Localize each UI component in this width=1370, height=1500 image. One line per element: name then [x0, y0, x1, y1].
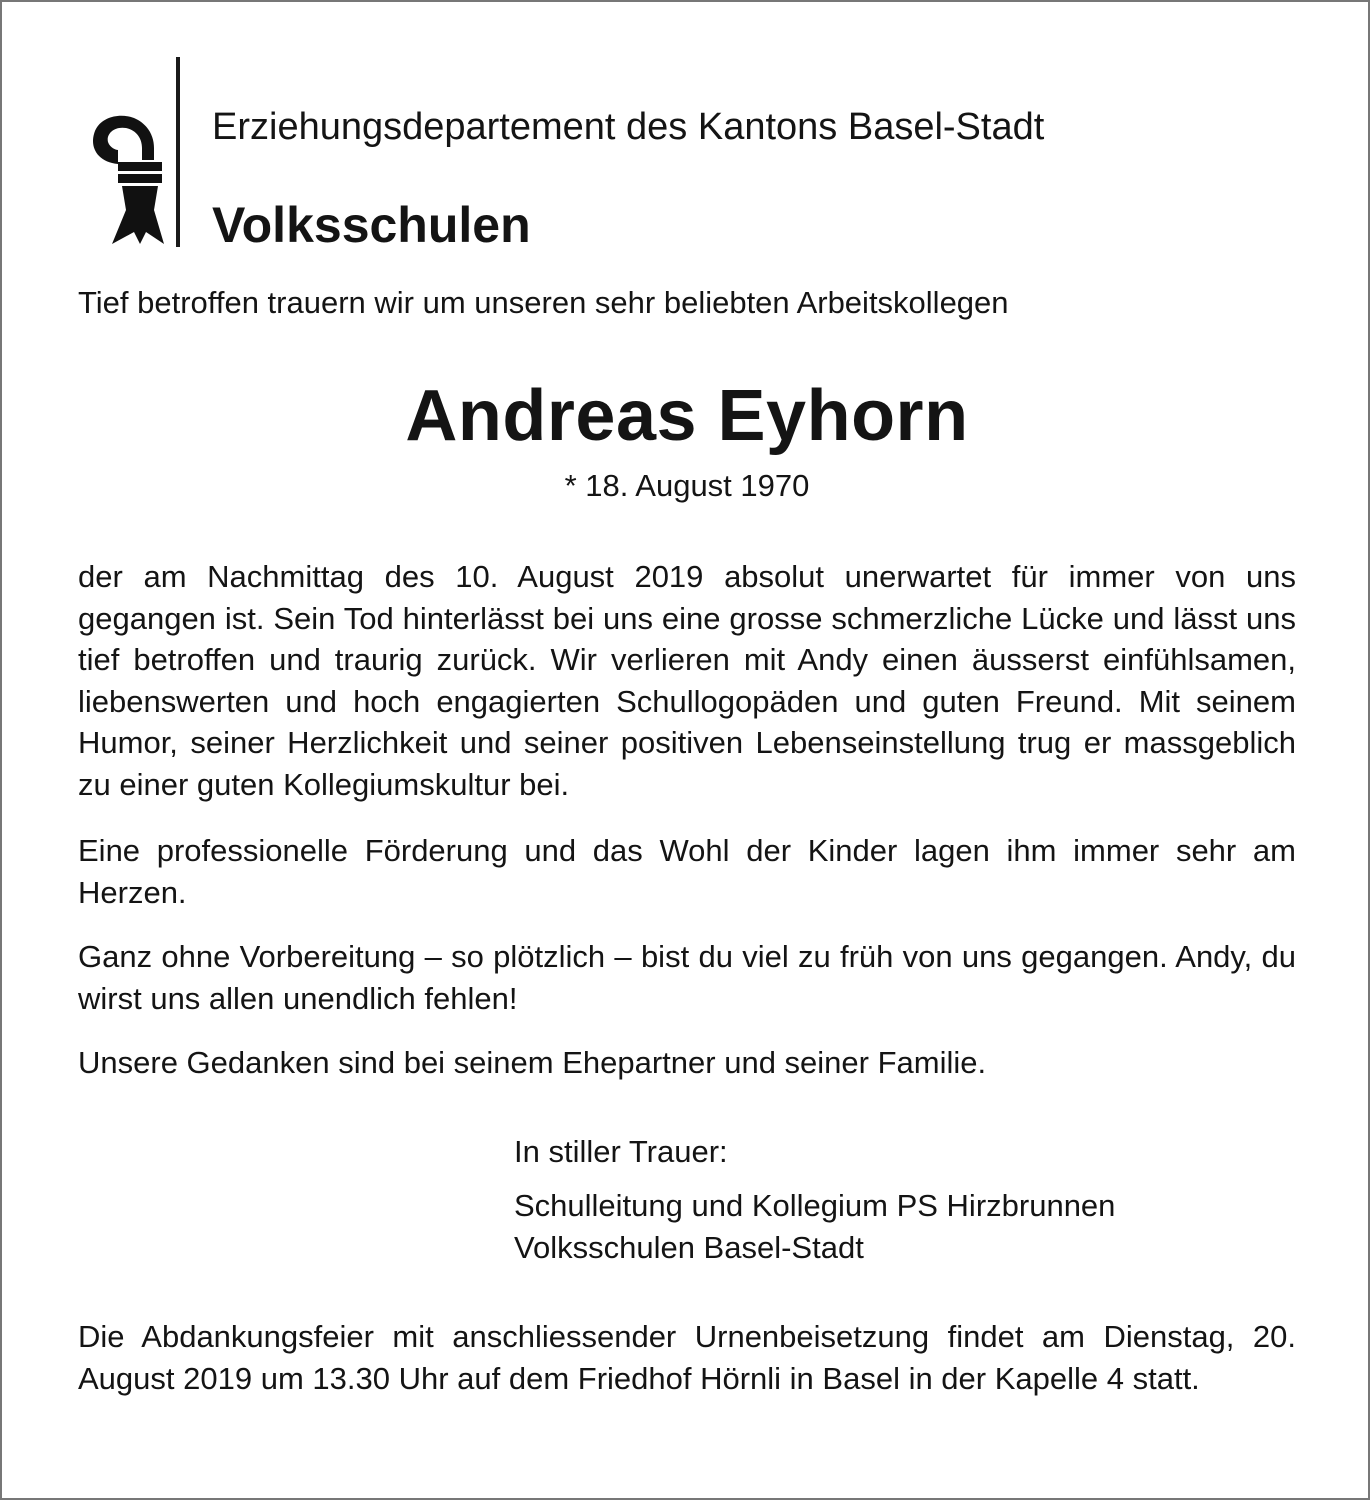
paragraph-main: der am Nachmittag des 10. August 2019 absolut unerwartet für immer von uns gegangen ist. Sein Tod hinterlässt bei uns eine grosse schmerzliche Lücke und lässt uns tief betroffen und traurig zurück. Wir verlieren mit Andy einen äusserst einfühlsamen, liebenswerten und hoch engagierten Schullogopäden und guten Freund. Mit seinem Humor, seiner Herzlichkeit und seiner positiven Lebenseinstellung trug er massgeblich zu einer guten Kollegiumskultur bei. — [78, 559, 1296, 802]
deceased-name: Andreas Eyhorn — [405, 376, 969, 456]
signature-line-1: Schulleitung und Kollegium PS Hirzbrunnen — [514, 1188, 1116, 1223]
birth-date: * 18. August 1970 — [564, 468, 810, 503]
paragraph-farewell: Ganz ohne Vorbereitung – so plötzlich – bist du viel zu früh von uns gegangen. Andy, du wirst uns allen unendlich fehlen! — [78, 939, 1296, 1016]
signature-label: In stiller Trauer: — [514, 1134, 728, 1169]
paragraph-thoughts: Unsere Gedanken sind bei seinem Ehepartner und seiner Familie. — [78, 1045, 987, 1080]
department-title: Erziehungsdepartement des Kantons Basel-Stadt — [212, 106, 1045, 148]
paragraph-care: Eine professionelle Förderung und das Wohl der Kinder lagen ihm immer sehr am Herzen. — [78, 833, 1296, 910]
intro-text: Tief betroffen trauern wir um unseren sehr beliebten Arbeitskollegen — [78, 285, 1009, 320]
header-divider — [176, 57, 180, 247]
unit-title: Volksschulen — [212, 197, 531, 253]
ceremony-info: Die Abdankungsfeier mit anschliessender Urnenbeisetzung findet am Dienstag, 20. August 2019 um 13.30 Uhr auf dem Friedhof Hörnli in Basel in der Kapelle 4 statt. — [78, 1319, 1296, 1396]
signature-line-2: Volksschulen Basel-Stadt — [514, 1230, 864, 1265]
basel-staff-icon — [88, 112, 164, 244]
